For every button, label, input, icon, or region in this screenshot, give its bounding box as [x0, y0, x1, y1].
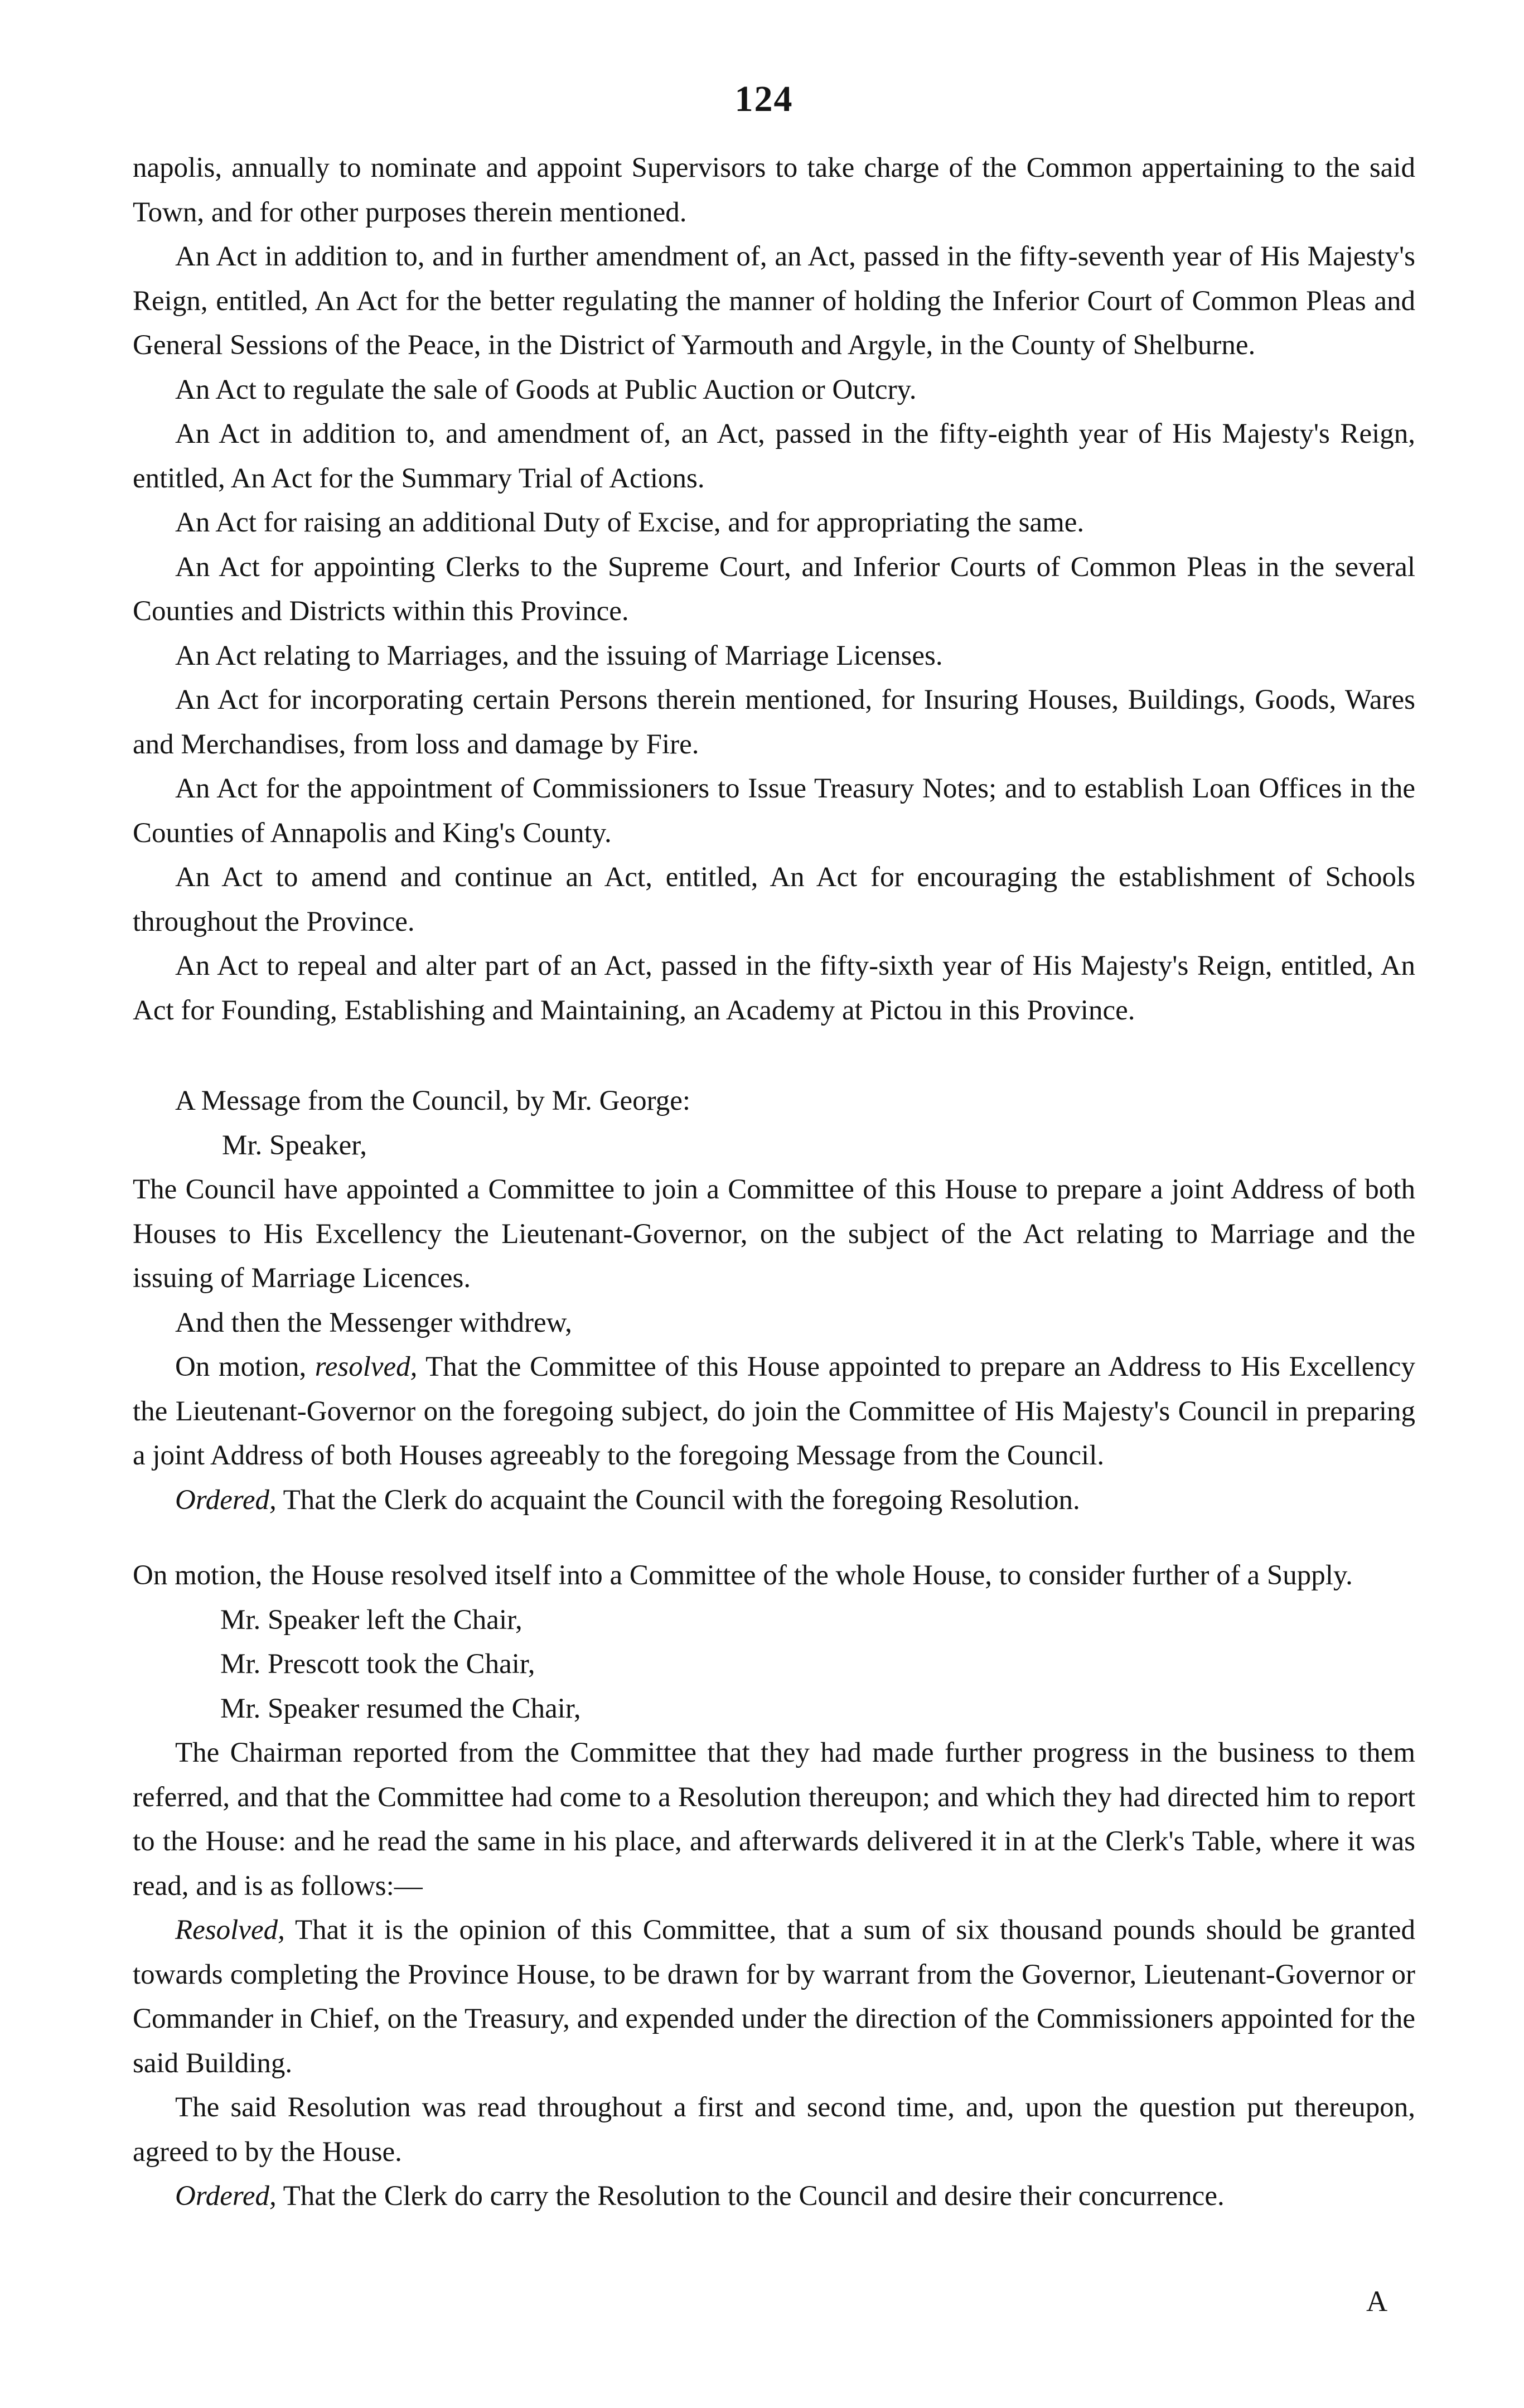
ordered-keyword: Ordered, [175, 2180, 277, 2212]
act-entry: An Act for the appointment of Commissioners to Issue Treasury Notes; and to establish Loan Offices in the Counties of Annapolis and King's County. [133, 773, 1415, 849]
resolved-keyword: Resolved, [175, 1914, 285, 1946]
catchword: A [1366, 2285, 1388, 2318]
act-entry: An Act to amend and continue an Act, entitled, An Act for encouraging the establishment of Schools throughout the Province. [133, 862, 1415, 937]
order-text: That the Clerk do acquaint the Council with the foregoing Resolution. [276, 1484, 1080, 1516]
resolution [133, 1908, 1415, 2086]
chairman-report: The Chairman reported from the Committee that they had made further progress in the business to them referred, and that the Committee had come to a Resolution thereupon; and which they had directed him to report to the House: and he read the same in his place, and afterwards delivered it in at the Clerk's Table, where it was read, and is as follows:— [133, 1737, 1415, 1902]
motion-prefix: On motion, [175, 1351, 315, 1382]
act-entry: An Act for raising an additional Duty of Excise, and for appropriating the same. [175, 507, 1085, 538]
ordered-keyword: Ordered, [175, 1484, 277, 1516]
acts-list [133, 146, 1415, 1033]
chair-line: Mr. Speaker left the Chair, [220, 1604, 522, 1636]
message-salutation: Mr. Speaker, [222, 1129, 367, 1161]
page-number: 124 [734, 79, 794, 119]
act-entry: An Act for appointing Clerks to the Supreme Court, and Inferior Courts of Common Pleas in the several Counties and Districts within this Province. [133, 551, 1415, 627]
motion-committee: On motion, the House resolved itself into a Committee of the whole House, to consider further of a Supply. [133, 1560, 1353, 1591]
act-entry: An Act in addition to, and amendment of, an Act, passed in the fifty-eighth year of His Majesty's Reign, entitled, An Act for the Summary Trial of Actions. [133, 418, 1415, 494]
act-continuation: napolis, annually to nominate and appoint Supervisors to take charge of the Common appertaining to the said Town, and for other purposes therein mentioned. [133, 152, 1415, 228]
resolution-text: That it is the opinion of this Committee, that a sum of six thousand pounds should be granted towards completing the Province House, to be drawn for by warrant from the Governor, Lieutenant-Governor or Commander in Chief, on the Treasury, and expended under the direction of the Commissioners appointed for the said Building. [133, 1914, 1415, 2079]
message-body: The Council have appointed a Committee to join a Committee of this House to prepare a joint Address of both Houses to His Excellency the Lieutenant-Governor, on the subject of the Act relating to Marriage and the issuing of Marriage Licences. [133, 1174, 1415, 1294]
act-entry: An Act for incorporating certain Persons therein mentioned, for Insuring Houses, Buildings, Goods, Wares and Merchandises, from loss and damage by Fire. [133, 684, 1415, 760]
proceedings [133, 1079, 1415, 2219]
resolution-read: The said Resolution was read throughout a first and second time, and, upon the question put thereupon, agreed to by the House. [133, 2092, 1415, 2168]
resolved-keyword: resolved, [315, 1351, 418, 1382]
messenger-withdrew: And then the Messenger withdrew, [175, 1307, 572, 1338]
chair-line: Mr. Speaker resumed the Chair, [220, 1693, 581, 1724]
act-entry: An Act in addition to, and in further amendment of, an Act, passed in the fifty-seventh year of His Majesty's Reign, entitled, An Act for the better regulating the manner of holding the Inferior Court of Common Pleas and General Sessions of the Peace, in the District of Yarmouth and Argyle, in the County of Shelburne. [133, 241, 1415, 361]
order-carry [133, 2174, 1415, 2219]
message-intro: A Message from the Council, by Mr. George: [175, 1085, 691, 1116]
chair-line: Mr. Prescott took the Chair, [220, 1648, 535, 1680]
order-text: That the Clerk do carry the Resolution to the Council and desire their concurrence. [276, 2180, 1225, 2212]
motion-text: That the Committee of this House appointed to prepare an Address to His Excellency the Lieutenant-Governor on the foregoing subject, do join the Committee of His Majesty's Council in preparing a joint Address of both Houses agreeably to the foregoing Message from the Council. [133, 1351, 1415, 1471]
act-entry: An Act relating to Marriages, and the issuing of Marriage Licenses. [175, 640, 943, 671]
order-acquaint [133, 1478, 1415, 1523]
act-entry: An Act to repeal and alter part of an Act, passed in the fifty-sixth year of His Majesty's Reign, entitled, An Act for Founding, Establishing and Maintaining, an Academy at Pictou in this Province. [133, 950, 1415, 1026]
act-entry: An Act to regulate the sale of Goods at Public Auction or Outcry. [175, 374, 917, 405]
motion-resolved [133, 1345, 1415, 1478]
